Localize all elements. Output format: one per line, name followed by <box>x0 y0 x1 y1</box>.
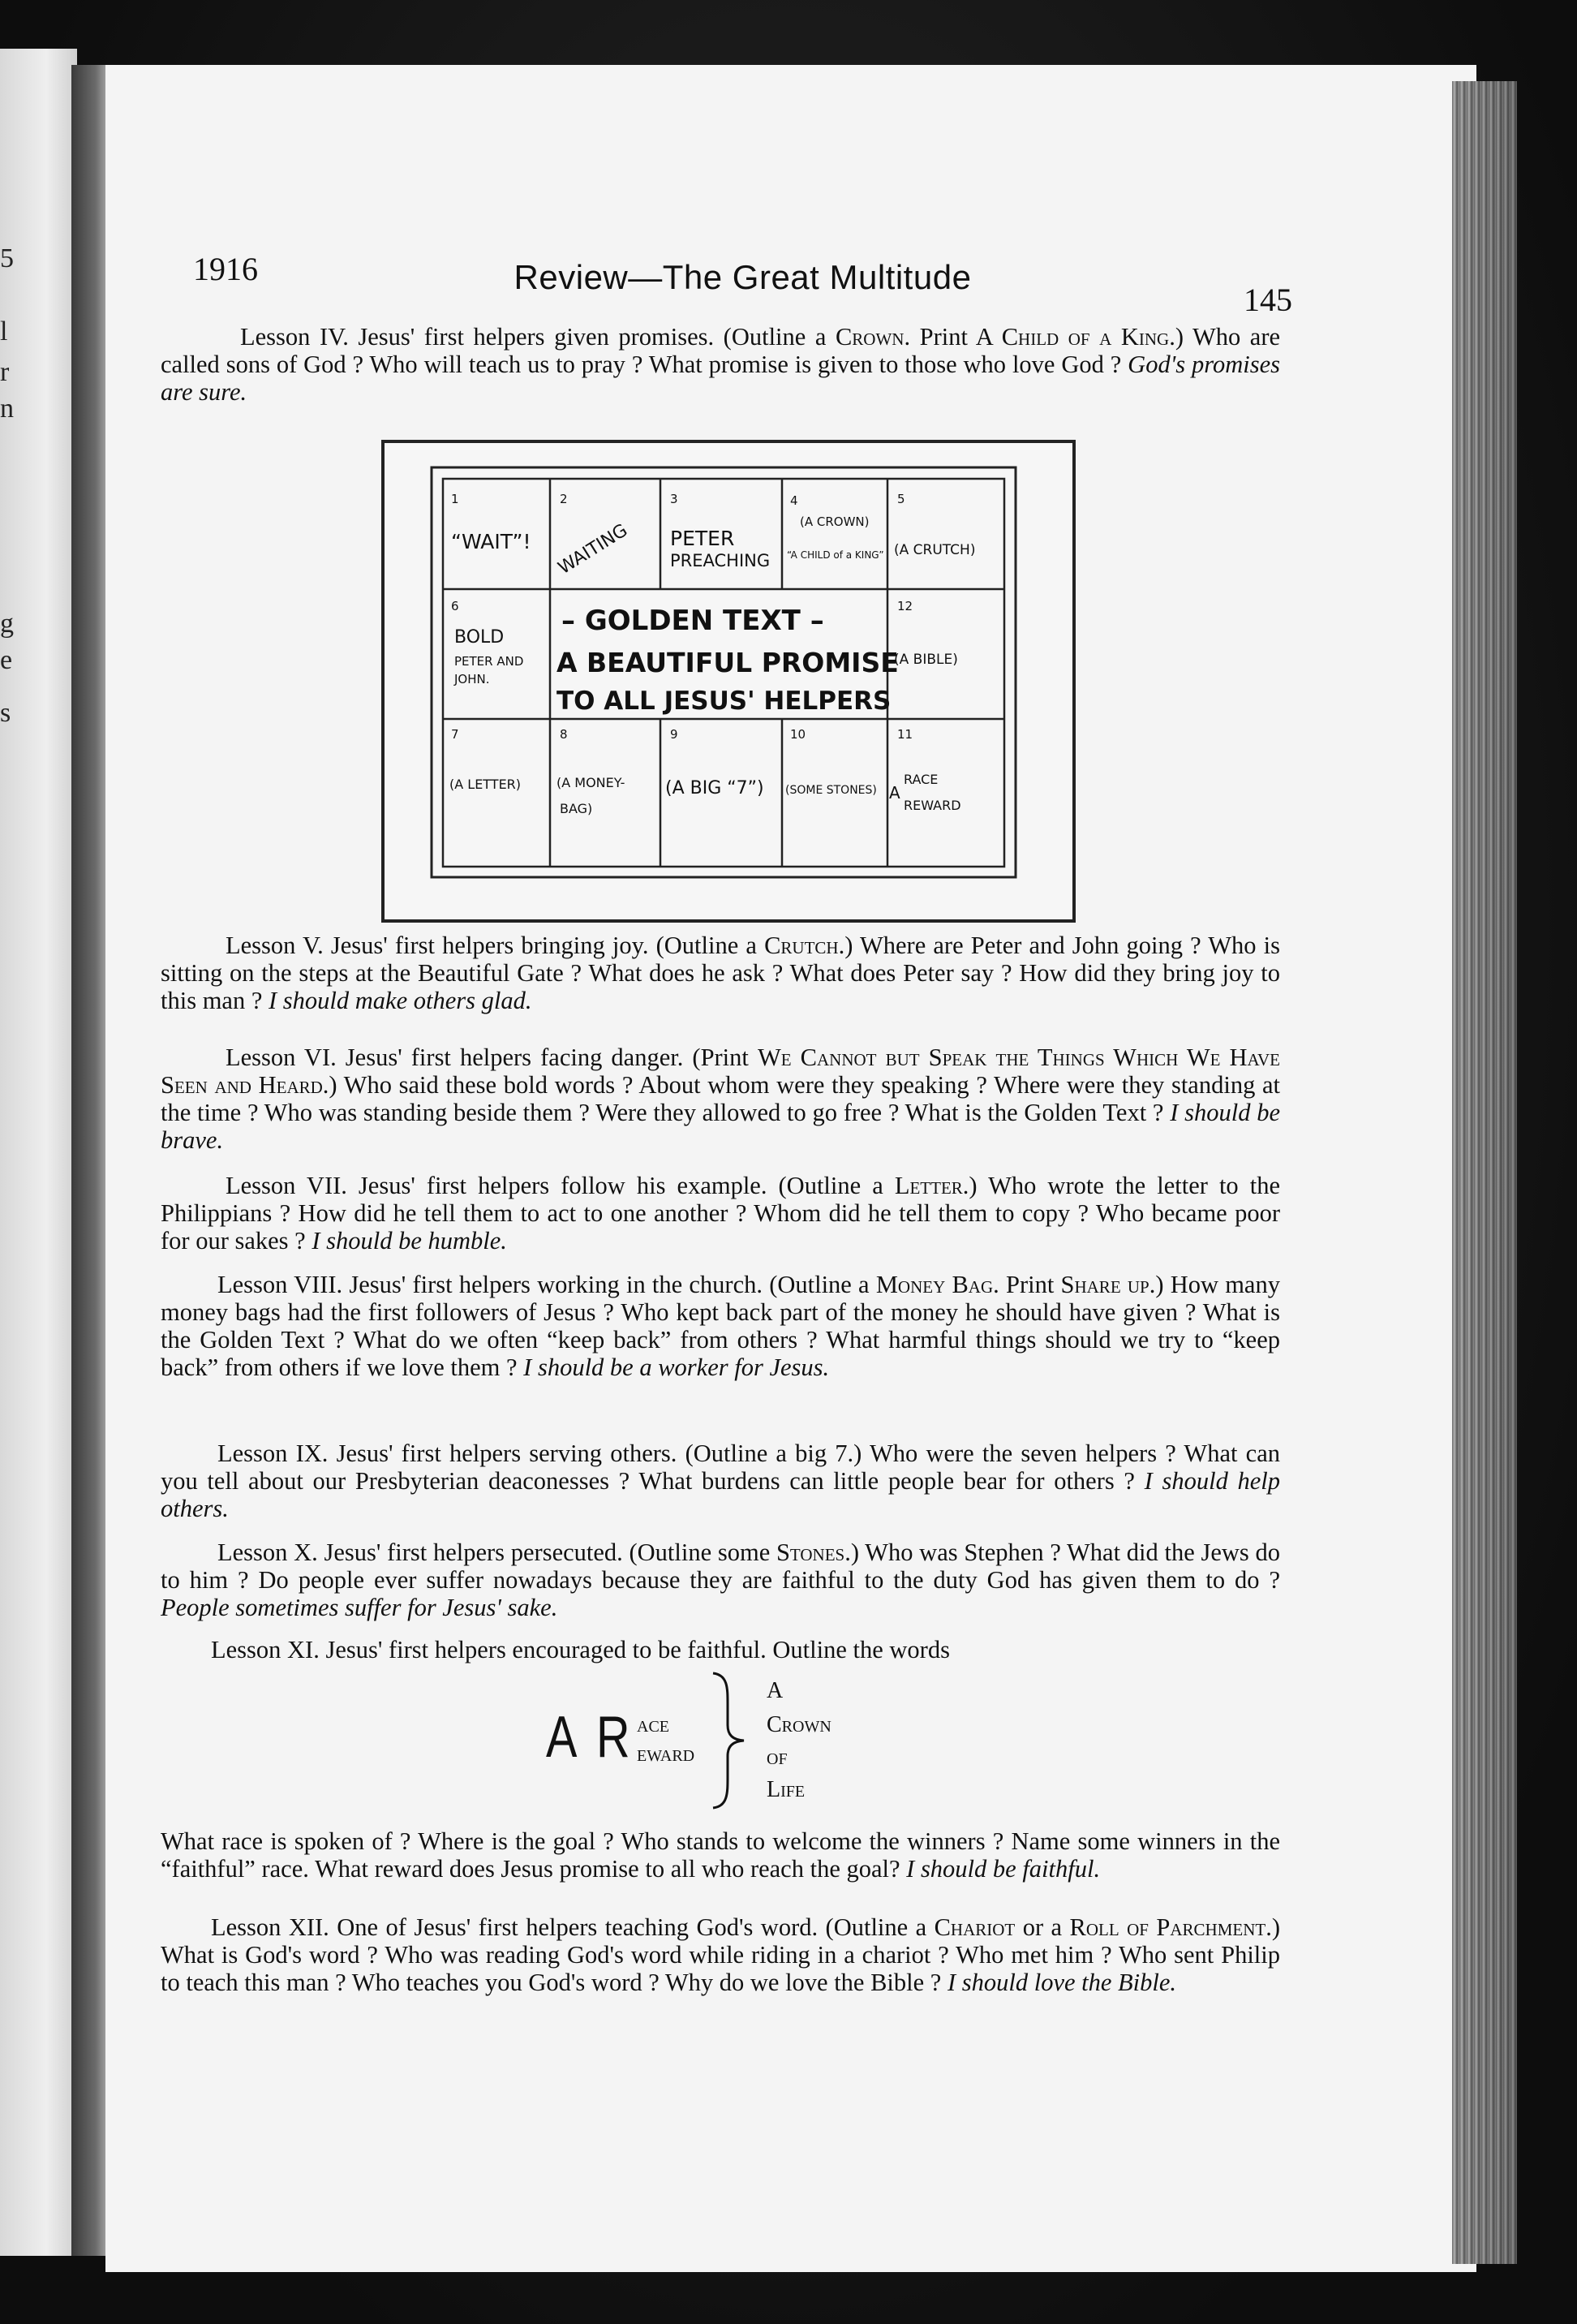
cell-6-text-line1: BOLD <box>454 627 505 648</box>
race-word-eward: eward <box>637 1741 695 1767</box>
race-word-a: A <box>767 1678 784 1703</box>
lesson-8-paragraph: Lesson VIII. Jesus' first helpers working in the church. (Outline a Money Bag. Print Share up.) How many money bags had the first followers of Jesus ? Who kept back part of the money he should have given ? What is the Golden Text ? What do we often “keep back” from others ? What harmful things should we try to “keep back” from others if we love them ? I should be a worker for Jesus. <box>161 1271 1280 1381</box>
cell-11-number: 11 <box>897 727 913 742</box>
page-number: 145 <box>1244 282 1292 318</box>
diagram-drawing <box>385 443 1072 919</box>
cell-4-text-line1: (A CROWN) <box>800 514 870 529</box>
lesson-7-paragraph: Lesson VII. Jesus' first helpers follow his example. (Outline a Letter.) Who wrote the letter to the Philippians ? How did he tell them to act to one another ? Whom did he tell them to copy ? Who became poor for our sakes ? I should be humble. <box>161 1172 1280 1255</box>
margin-fragment: l <box>0 316 8 346</box>
cell-7-text: (A LETTER) <box>449 777 522 792</box>
cell-5-text: (A CRUTCH) <box>894 542 976 558</box>
lesson-12-paragraph: Lesson XII. One of Jesus' first helpers teaching God's word. (Outline a Chariot or a Roll of Parchment.) What is God's word ? Who was reading God's word while riding in a chariot ? Who met him ? Who sent Philip to teach this man ? Who teaches you God's word ? Why do we love the Bible ? I should love the Bible. <box>161 1913 1280 1996</box>
cell-8-number: 8 <box>560 727 568 742</box>
cell-6-text-line3: JOHN. <box>454 672 490 686</box>
margin-fragment: n <box>0 394 14 424</box>
cell-2-text: WAITING <box>554 520 632 579</box>
race-word-ace: ace <box>637 1712 669 1737</box>
cell-1-number: 1 <box>451 492 459 506</box>
blackboard-diagram <box>381 440 1076 923</box>
running-header <box>193 243 1292 318</box>
cell-8-text-line1: (A MONEY- <box>556 775 625 790</box>
race-word-life: Life <box>767 1777 806 1802</box>
cell-12-text: (A BIBLE) <box>894 652 958 668</box>
margin-fragment: 5 <box>0 243 14 273</box>
cell-4-text-line2: “A CHILD of a KING” <box>787 549 884 561</box>
cell-3-text-line2: PREACHING <box>670 551 771 570</box>
cell-10-text: (SOME STONES) <box>785 784 877 797</box>
margin-fragment: g <box>0 609 14 639</box>
header-title: Review—The Great Multitude <box>513 258 972 296</box>
cell-2-number: 2 <box>560 492 568 506</box>
race-reward-figure <box>539 1672 880 1810</box>
golden-text-line1: A BEAUTIFUL PROMISE <box>556 647 899 678</box>
cell-3-text-line1: PETER <box>670 527 735 550</box>
cell-9-number: 9 <box>670 727 678 742</box>
lesson-11-paragraph: Lesson XI. Jesus' first helpers encouraged to be faithful. Outline the words <box>211 1636 950 1663</box>
cell-8-text-line2: BAG) <box>560 801 593 816</box>
page-stack-edge <box>1452 81 1517 2264</box>
cell-4-number: 4 <box>790 493 798 508</box>
race-word-crown: Crown <box>767 1712 831 1737</box>
header-year: 1916 <box>193 251 258 287</box>
golden-text-line2: TO ALL JESUS' HELPERS <box>556 686 892 716</box>
left-page-edge <box>0 49 77 2256</box>
cell-12-number: 12 <box>897 599 913 613</box>
lesson-6-paragraph: Lesson VI. Jesus' first helpers facing danger. (Print We Cannot but Speak the Things Which We Have Seen and Heard.) Who said these bold words ? About whom were they speaking ? Where were they standing at the time ? Who was standing beside them ? Were they allowed to go free ? What is the Golden Text ? I should be brave. <box>161 1044 1280 1154</box>
race-letter-r: R <box>596 1705 630 1770</box>
margin-fragment: e <box>0 645 13 675</box>
golden-text-heading: – GOLDEN TEXT – <box>561 605 824 637</box>
race-word-of: of <box>767 1745 788 1770</box>
lesson-11-questions: What race is spoken of ? Where is the goal ? Who stands to welcome the winners ? Name some winners in the “faithful” race. What reward does Jesus promise to all who reach the goal? I should be faithful. <box>161 1827 1280 1883</box>
cell-1-text: “WAIT”! <box>451 530 531 553</box>
margin-fragment: r <box>0 357 10 387</box>
cell-3-number: 3 <box>670 492 678 506</box>
lesson-4-paragraph: Lesson IV. Jesus' first helpers given promises. (Outline a Crown. Print A Child of a King.) Who are called sons of God ? Who will teach us to pray ? What promise is given to those who love God ? God's promises are sure. <box>161 323 1281 406</box>
lesson-10-paragraph: Lesson X. Jesus' first helpers persecuted. (Outline some Stones.) Who was Stephen ? What did the Jews do to him ? Do people ever suffer nowadays because they are faithful to the duty God has given them to do ? People sometimes suffer for Jesus' sake. <box>161 1539 1280 1621</box>
cell-6-number: 6 <box>451 599 459 613</box>
lesson-5-paragraph: Lesson V. Jesus' first helpers bringing joy. (Outline a Crutch.) Where are Peter and John going ? Who is sitting on the steps at the Beautiful Gate ? What does he ask ? What does Peter say ? How did they bring joy to this man ? I should make others glad. <box>161 932 1280 1014</box>
cell-10-number: 10 <box>790 727 806 742</box>
cell-5-number: 5 <box>897 492 905 506</box>
curly-brace-icon <box>703 1672 752 1810</box>
cell-11-text-a: A <box>889 783 900 803</box>
cell-9-text: (A BIG “7”) <box>665 778 764 798</box>
cell-11-text-race: RACE <box>904 772 939 787</box>
cell-6-text-line2: PETER AND <box>454 654 524 669</box>
cell-11-text-reward: REWARD <box>904 798 961 813</box>
cell-7-number: 7 <box>451 727 459 742</box>
margin-fragment: s <box>0 698 11 728</box>
race-letter-a: A <box>546 1705 578 1770</box>
lesson-9-paragraph: Lesson IX. Jesus' first helpers serving others. (Outline a big 7.) Who were the seven helpers ? What can you tell about our Presbyterian deaconesses ? What burdens can little people bear for others ? I should help others. <box>161 1440 1280 1522</box>
